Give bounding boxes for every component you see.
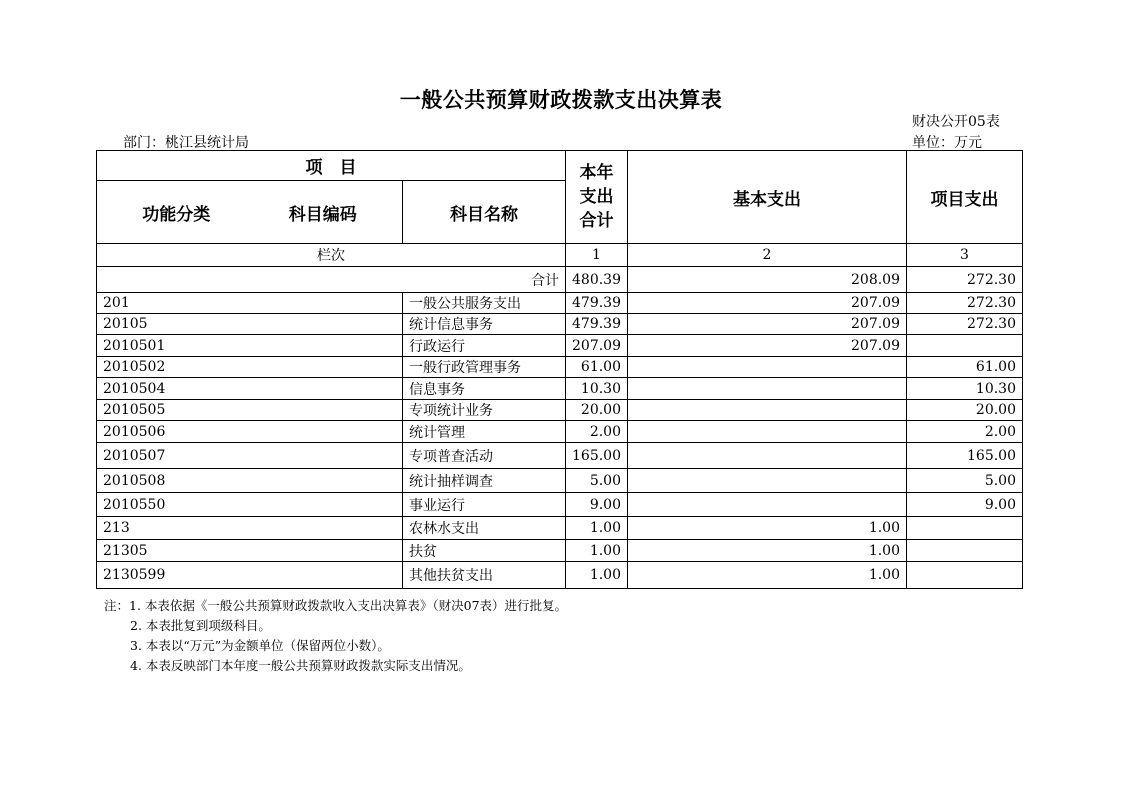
total-total: 480.39 (566, 267, 628, 293)
row-name: 统计信息事务 (403, 314, 566, 335)
row-total: 1.00 (566, 517, 628, 540)
row-code: 201 (97, 293, 403, 314)
row-basic: 1.00 (628, 562, 907, 589)
table-row (97, 400, 1023, 421)
row-basic (628, 357, 907, 378)
row-project: 272.30 (907, 314, 1023, 335)
table-row (97, 540, 1023, 562)
header-func-class: 功能分类 (142, 204, 211, 225)
row-name: 一般行政管理事务 (403, 357, 566, 378)
row-name: 扶贫 (403, 540, 566, 562)
row-project (907, 540, 1023, 562)
form-number: 财决公开05表 (912, 114, 1000, 130)
row-code: 213 (97, 517, 403, 540)
note-2: 2. 本表批复到项级科目。 (130, 618, 271, 633)
table-row (97, 357, 1023, 378)
row-name: 一般公共服务支出 (403, 293, 566, 314)
row-basic: 207.09 (628, 314, 907, 335)
row-basic: 1.00 (628, 517, 907, 540)
column-index-2: 2 (628, 244, 907, 267)
header-project: 项目支出 (907, 151, 1023, 244)
row-basic (628, 378, 907, 400)
row-basic (628, 469, 907, 493)
row-total: 479.39 (566, 314, 628, 335)
department-label: 部门：桃江县统计局 (123, 135, 249, 151)
row-total: 1.00 (566, 562, 628, 589)
table-row (97, 314, 1023, 335)
row-name: 事业运行 (403, 493, 566, 517)
note-4: 4. 本表反映部门本年度一般公共预算财政拨款实际支出情况。 (130, 658, 471, 673)
table-row (97, 517, 1023, 540)
unit-label: 单位：万元 (912, 135, 982, 151)
row-total: 2.00 (566, 421, 628, 443)
row-name: 统计管理 (403, 421, 566, 443)
table-row (97, 562, 1023, 589)
total-basic: 208.09 (628, 267, 907, 293)
row-project (907, 335, 1023, 357)
row-total: 207.09 (566, 335, 628, 357)
expenditure-table (96, 150, 1023, 589)
row-code: 2130599 (97, 562, 403, 589)
column-index-1: 1 (566, 244, 628, 267)
row-total: 9.00 (566, 493, 628, 517)
row-name: 其他扶贫支出 (403, 562, 566, 589)
column-index-3: 3 (907, 244, 1023, 267)
total-label: 合计 (97, 267, 566, 293)
row-code: 2010504 (97, 378, 403, 400)
page-title: 一般公共预算财政拨款支出决算表 (399, 88, 723, 112)
row-total: 20.00 (566, 400, 628, 421)
notes (104, 596, 567, 676)
row-code: 2010507 (97, 443, 403, 469)
row-project: 9.00 (907, 493, 1023, 517)
total-project: 272.30 (907, 267, 1023, 293)
row-project: 2.00 (907, 421, 1023, 443)
table-row (97, 421, 1023, 443)
row-code: 2010501 (97, 335, 403, 357)
row-total: 10.30 (566, 378, 628, 400)
row-project (907, 517, 1023, 540)
note-1: 注：1. 本表依据《一般公共预算财政拨款收入支出决算表》（财决07表）进行批复。 (104, 598, 568, 613)
row-project: 61.00 (907, 357, 1023, 378)
row-project: 272.30 (907, 293, 1023, 314)
header-subject-code: 科目编码 (288, 204, 357, 225)
row-project: 165.00 (907, 443, 1023, 469)
row-name: 统计抽样调查 (403, 469, 566, 493)
row-code: 2010508 (97, 469, 403, 493)
header-subject-name: 科目名称 (403, 181, 566, 244)
row-project: 5.00 (907, 469, 1023, 493)
row-code: 2010550 (97, 493, 403, 517)
header-func-code (97, 181, 403, 244)
row-total: 5.00 (566, 469, 628, 493)
row-project: 20.00 (907, 400, 1023, 421)
row-total: 61.00 (566, 357, 628, 378)
row-name: 行政运行 (403, 335, 566, 357)
row-name: 信息事务 (403, 378, 566, 400)
row-basic (628, 421, 907, 443)
row-total: 165.00 (566, 443, 628, 469)
header-total: 本年支出合计 (566, 151, 628, 244)
row-name: 农林水支出 (403, 517, 566, 540)
row-basic: 207.09 (628, 293, 907, 314)
row-project: 10.30 (907, 378, 1023, 400)
row-project (907, 562, 1023, 589)
table-row (97, 469, 1023, 493)
table-row (97, 335, 1023, 357)
row-name: 专项统计业务 (403, 400, 566, 421)
row-code: 2010506 (97, 421, 403, 443)
row-code: 2010502 (97, 357, 403, 378)
row-basic (628, 443, 907, 469)
table-row (97, 378, 1023, 400)
row-basic: 1.00 (628, 540, 907, 562)
row-basic (628, 493, 907, 517)
table-row (97, 493, 1023, 517)
header-item: 项 目 (97, 151, 566, 181)
row-basic (628, 400, 907, 421)
row-total: 479.39 (566, 293, 628, 314)
note-3: 3. 本表以“万元”为金额单位（保留两位小数）。 (130, 638, 390, 653)
row-code: 2010505 (97, 400, 403, 421)
row-total: 1.00 (566, 540, 628, 562)
table-row (97, 293, 1023, 314)
total-row (97, 267, 1023, 293)
row-code: 21305 (97, 540, 403, 562)
row-name: 专项普查活动 (403, 443, 566, 469)
column-label: 栏次 (97, 244, 566, 267)
row-basic: 207.09 (628, 335, 907, 357)
header-basic: 基本支出 (628, 151, 907, 244)
table-row (97, 443, 1023, 469)
row-code: 20105 (97, 314, 403, 335)
